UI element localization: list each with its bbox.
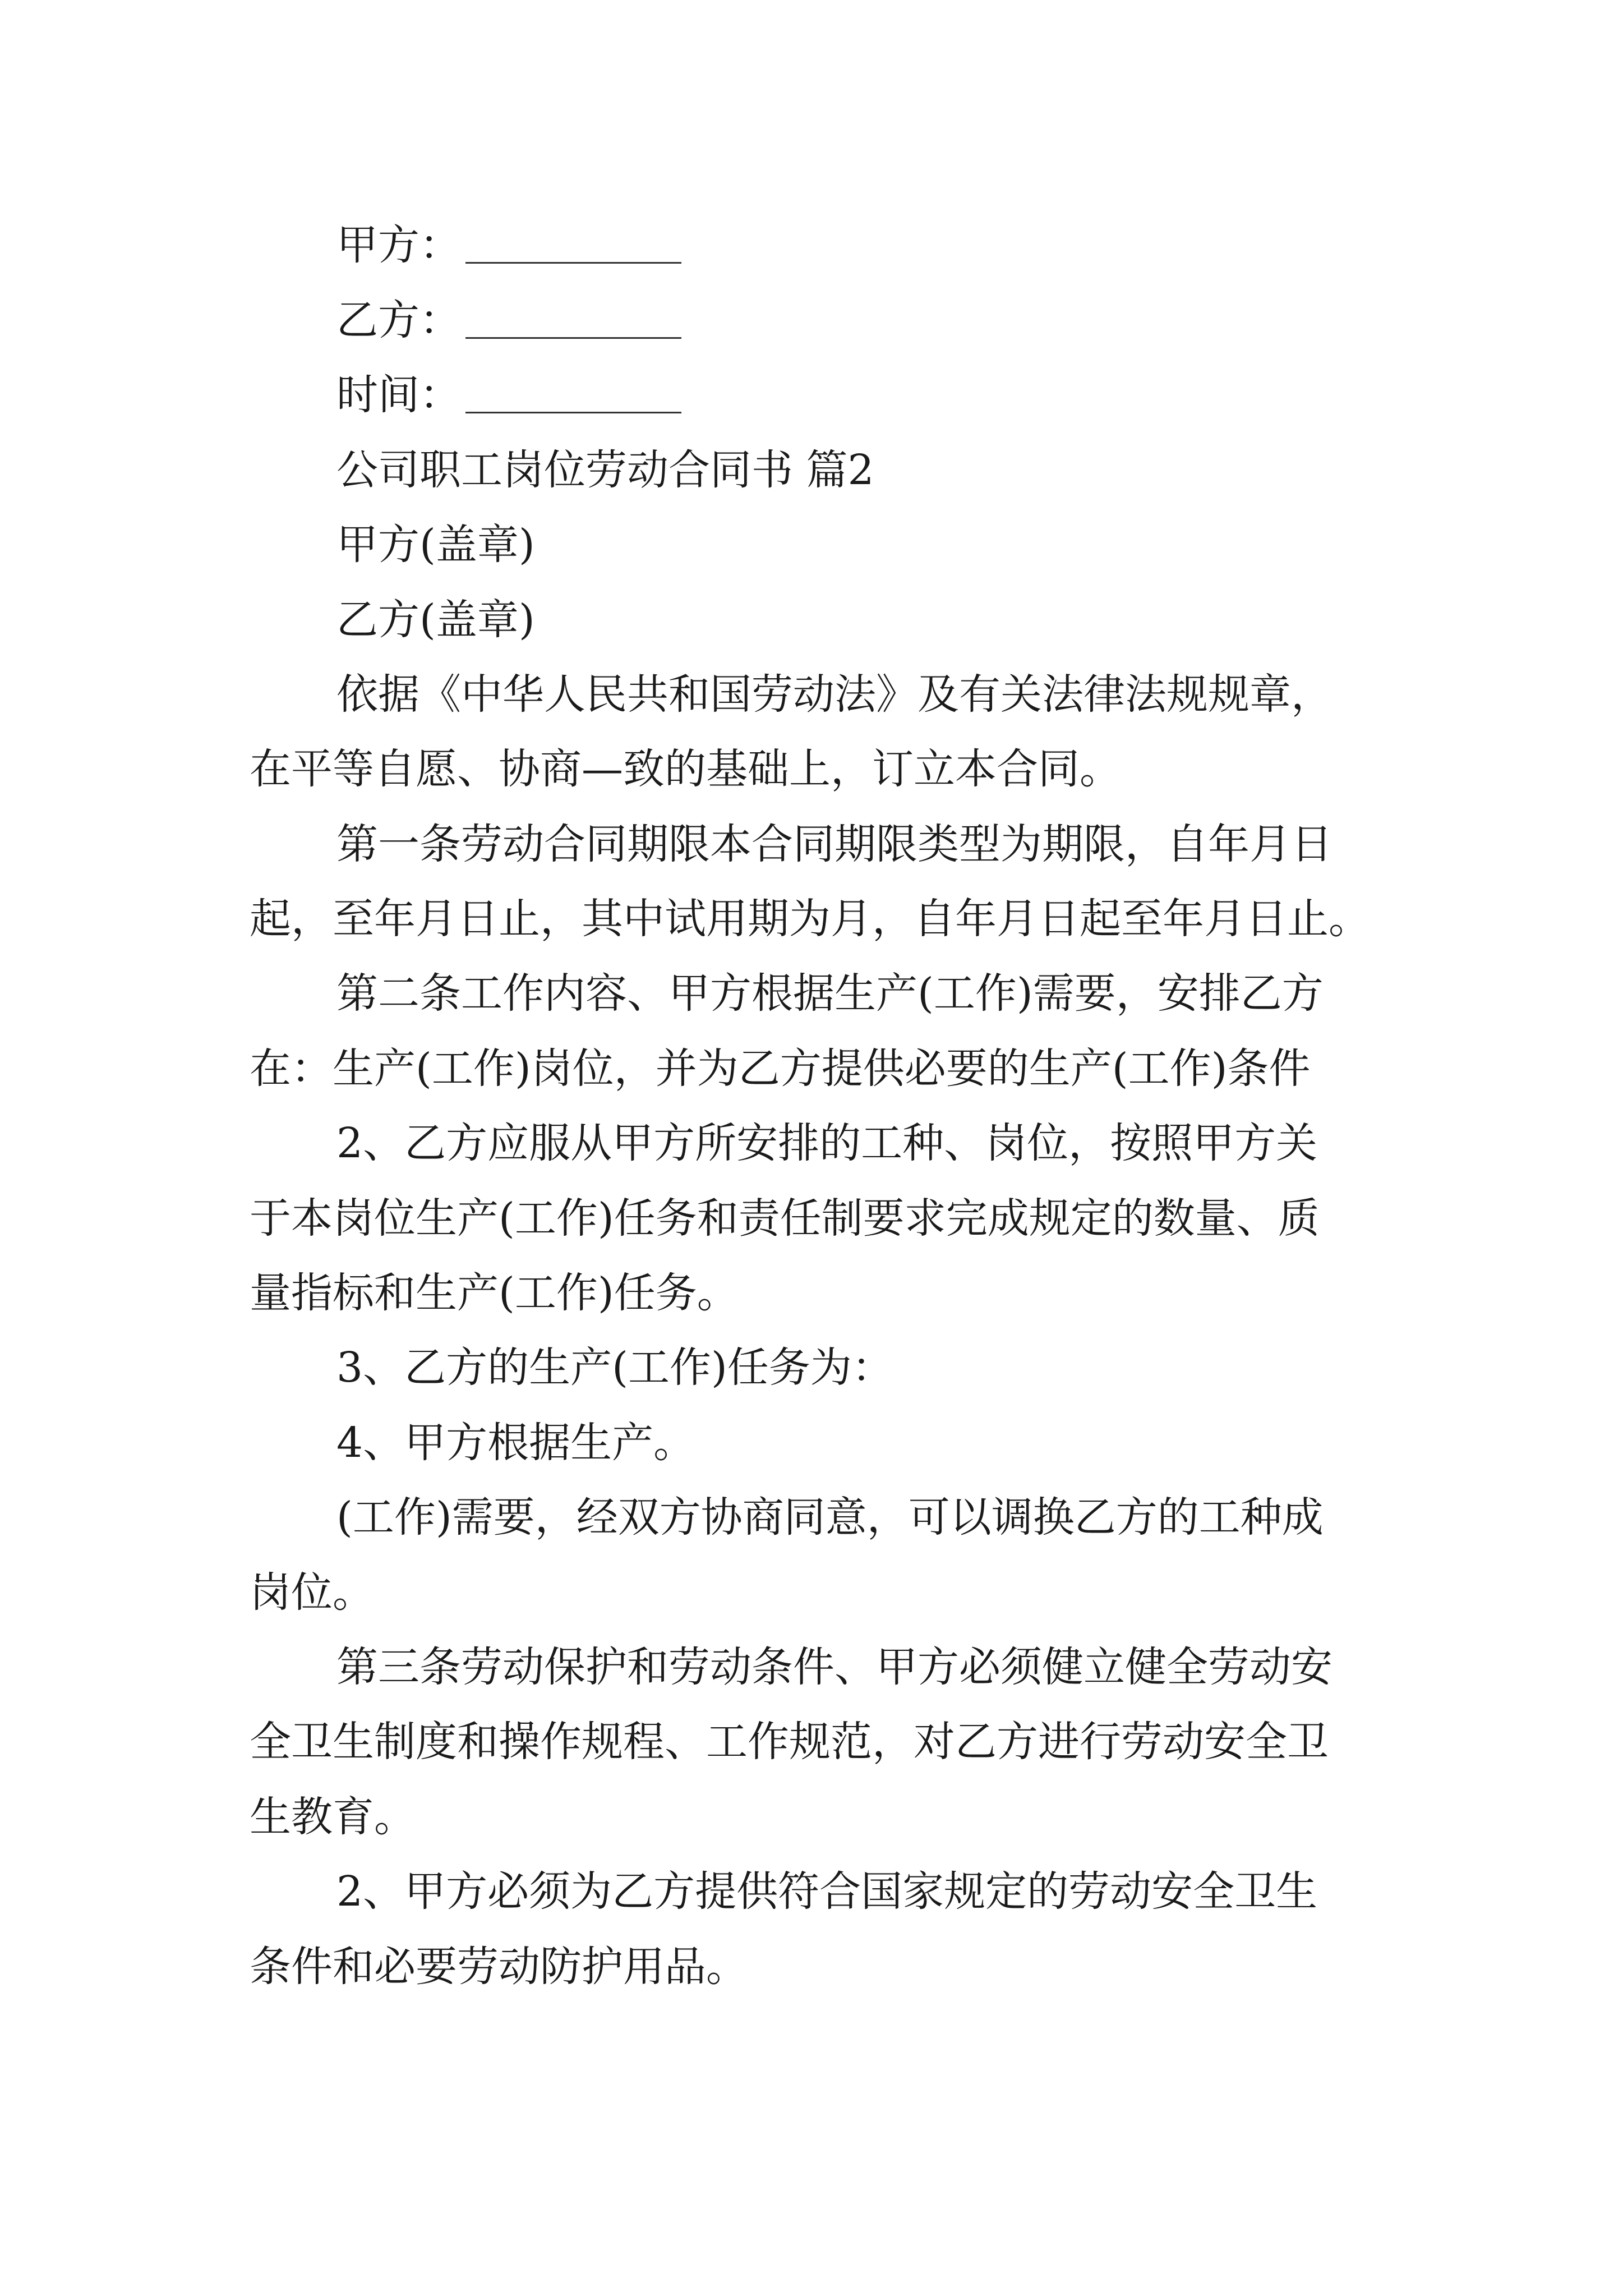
text-line: 第三条劳动保护和劳动条件、甲方必须健立健全劳动安 [336, 1643, 1332, 1691]
text-line: 第一条劳动合同期限本合同期限类型为期限，自年月日 [336, 820, 1332, 868]
text-line: 全卫生制度和操作规程、工作规范，对乙方进行劳动安全卫 [250, 1718, 1329, 1766]
text-line: 在平等自愿、协商—致的基础上，订立本合同。 [250, 745, 1121, 793]
text-line: 在：生产(工作)岗位，并为乙方提供必要的生产(工作)条件 [250, 1045, 1311, 1093]
text-line: 4、甲方根据生产。 [336, 1419, 695, 1467]
party-a-label: 甲方： [336, 221, 461, 269]
party-b-label: 乙方： [336, 296, 461, 344]
text-line: (工作)需要，经双方协商同意，可以调换乙方的工种成 [336, 1493, 1324, 1542]
party-a-seal: 甲方(盖章) [336, 521, 535, 569]
party-b-seal: 乙方(盖章) [336, 596, 535, 644]
party-a-blank [465, 262, 681, 264]
text-line: 于本岗位生产(工作)任务和责任制要求完成规定的数量、质 [250, 1194, 1320, 1243]
text-line: 条件和必要劳动防护用品。 [250, 1943, 748, 1991]
text-line: 生教育。 [250, 1793, 416, 1841]
party-b-blank [465, 337, 681, 339]
text-line: 量指标和生产(工作)任务。 [250, 1269, 739, 1317]
text-line: 2、甲方必须为乙方提供符合国家规定的劳动安全卫生 [336, 1867, 1318, 1916]
time-label: 时间： [336, 371, 461, 419]
text-line: 岗位。 [250, 1568, 374, 1617]
text-line: 3、乙方的生产(工作)任务为： [336, 1343, 893, 1392]
text-line: 第二条工作内容、甲方根据生产(工作)需要，安排乙方 [336, 969, 1324, 1018]
text-line: 依据《中华人民共和国劳动法》及有关法律法规规章， [336, 670, 1332, 719]
section-title: 公司职工岗位劳动合同书 篇2 [336, 446, 874, 494]
text-line: 2、乙方应服从甲方所安排的工种、岗位，按照甲方关 [336, 1119, 1318, 1167]
time-blank [465, 412, 681, 413]
text-line: 起，至年月日止，其中试用期为月，自年月日起至年月日止。 [250, 895, 1370, 943]
